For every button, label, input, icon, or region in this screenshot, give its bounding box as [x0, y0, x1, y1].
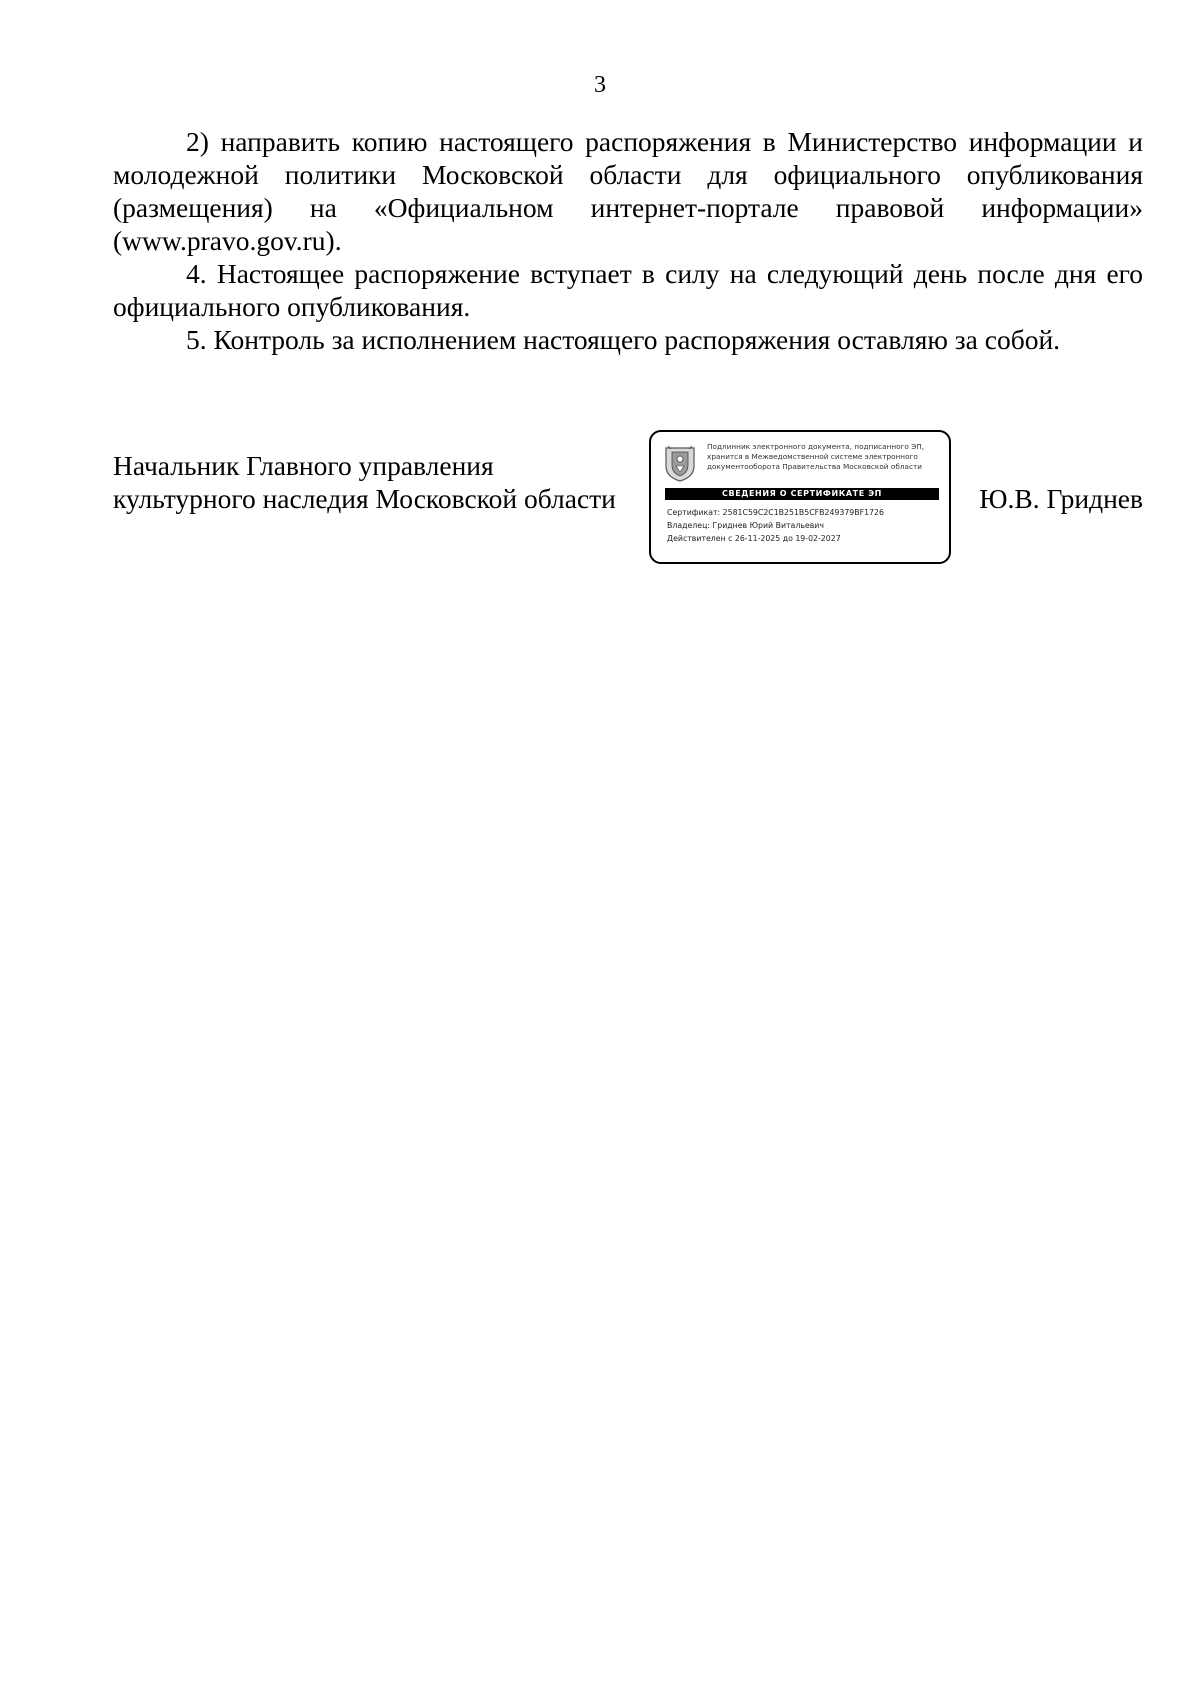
paragraph-item-4-entry-into-force: 4. Настоящее распоряжение вступает в силу на следующий день после дня его официального опубликования.	[113, 258, 1143, 322]
stamp-header-line-1: Подлинник электронного документа, подписанного ЭП,	[707, 442, 925, 451]
electronic-signature-stamp	[649, 430, 951, 564]
signature-block	[113, 430, 1143, 570]
stamp-certificate-title: СВЕДЕНИЯ О СЕРТИФИКАТЕ ЭП	[665, 488, 939, 500]
stamp-certificate-number: Сертификат: 2581C59C2C1B251B5CFB249379BF1726	[667, 508, 884, 517]
signer-position	[113, 449, 616, 515]
coat-of-arms-icon	[663, 444, 697, 482]
stamp-owner: Владелец: Гриднев Юрий Витальевич	[667, 521, 824, 530]
paragraph-item-2-copy-publication: 2) направить копию настоящего распоряжения в Министерство информации и молодежной политики Московской области для официального опубликования (размещения) на «Официальном интернет-портале правовой информации» (www.pravo.gov.ru).	[113, 126, 1143, 256]
paragraph-item-5-control: 5. Контроль за исполнением настоящего распоряжения оставляю за собой.	[186, 324, 1061, 355]
stamp-header	[707, 442, 943, 472]
document-body	[113, 125, 1143, 356]
stamp-header-line-3: документооборота Правительства Московской области	[707, 462, 922, 471]
page-number: 3	[594, 72, 606, 98]
signer-position-line-1: Начальник Главного управления	[113, 450, 494, 481]
stamp-header-line-2: хранится в Межведомственной системе электронного	[707, 452, 918, 461]
signer-name: Ю.В. Гриднев	[979, 483, 1143, 514]
signer-position-line-2: культурного наследия Московской области	[113, 483, 616, 514]
stamp-validity: Действителен с 26-11-2025 до 19-02-2027	[667, 534, 841, 543]
stamp-certificate-details	[667, 506, 939, 545]
